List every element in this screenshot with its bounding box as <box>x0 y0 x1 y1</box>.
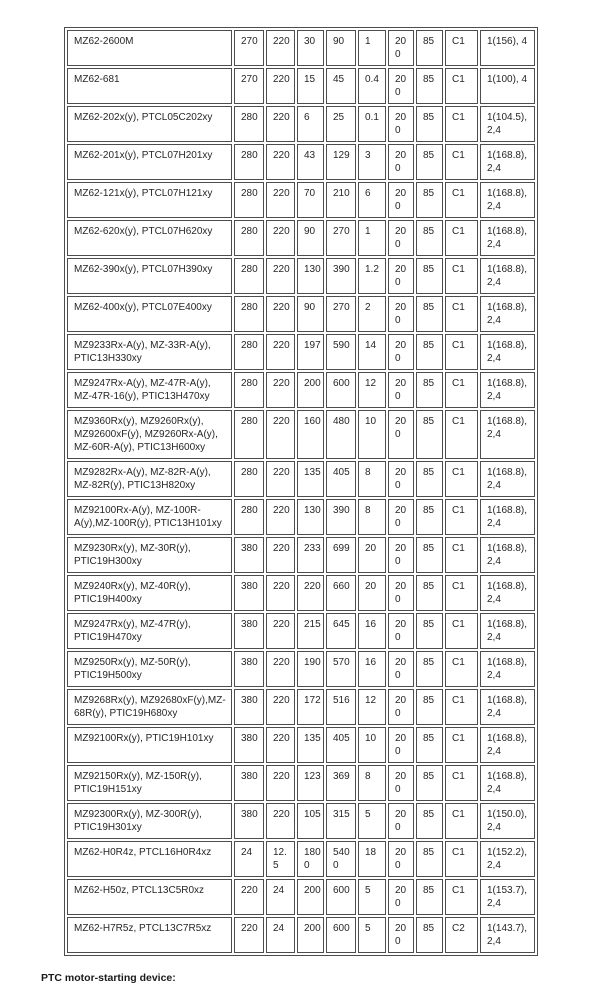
value-cell: C1 <box>445 575 478 611</box>
value-cell: 200 <box>388 372 414 408</box>
value-cell: 1(168.8),2,4 <box>480 575 535 611</box>
value-cell: 130 <box>297 258 324 294</box>
table-row <box>67 727 535 763</box>
table-row <box>67 499 535 535</box>
value-cell: 200 <box>388 30 414 66</box>
value-cell: 220 <box>266 30 295 66</box>
value-cell: 280 <box>234 372 264 408</box>
value-cell: 380 <box>234 765 264 801</box>
value-cell: 1(168.8),2,4 <box>480 182 535 218</box>
value-cell: 220 <box>266 651 295 687</box>
value-cell: 280 <box>234 182 264 218</box>
value-cell: 24 <box>234 841 264 877</box>
value-cell: 200 <box>297 917 324 953</box>
value-cell: 2 <box>358 296 386 332</box>
value-cell: C1 <box>445 499 478 535</box>
value-cell: 85 <box>416 727 443 763</box>
model-cell: MZ62-201x(y), PTCL07H201xy <box>67 144 232 180</box>
value-cell: C1 <box>445 182 478 218</box>
value-cell: 135 <box>297 727 324 763</box>
value-cell: 45 <box>326 68 356 104</box>
value-cell: C1 <box>445 410 478 459</box>
value-cell: 5 <box>358 879 386 915</box>
value-cell: C1 <box>445 334 478 370</box>
table-row <box>67 841 535 877</box>
value-cell: 200 <box>388 258 414 294</box>
value-cell: 1(168.8),2,4 <box>480 461 535 497</box>
value-cell: 1(168.8),2,4 <box>480 296 535 332</box>
model-cell: MZ62-620x(y), PTCL07H620xy <box>67 220 232 256</box>
value-cell: 200 <box>388 689 414 725</box>
value-cell: 1(143.7),2,4 <box>480 917 535 953</box>
value-cell: 220 <box>266 575 295 611</box>
table-row <box>67 106 535 142</box>
value-cell: 85 <box>416 765 443 801</box>
value-cell: 5 <box>358 803 386 839</box>
value-cell: C1 <box>445 841 478 877</box>
value-cell: 25 <box>326 106 356 142</box>
value-cell: 200 <box>388 537 414 573</box>
value-cell: 220 <box>266 803 295 839</box>
value-cell: 200 <box>388 334 414 370</box>
value-cell: 220 <box>266 727 295 763</box>
model-cell: MZ62-2600M <box>67 30 232 66</box>
table-row <box>67 765 535 801</box>
value-cell: 85 <box>416 841 443 877</box>
model-cell: MZ62-H7R5z, PTCL13C7R5xz <box>67 917 232 953</box>
value-cell: 220 <box>234 879 264 915</box>
value-cell: 5400 <box>326 841 356 877</box>
value-cell: 43 <box>297 144 324 180</box>
value-cell: 130 <box>297 499 324 535</box>
value-cell: 85 <box>416 296 443 332</box>
value-cell: 85 <box>416 258 443 294</box>
table-row <box>67 461 535 497</box>
section-caption: PTC motor-starting device: <box>41 972 176 984</box>
value-cell: C1 <box>445 68 478 104</box>
value-cell: 16 <box>358 651 386 687</box>
value-cell: 600 <box>326 879 356 915</box>
value-cell: 1(168.8),2,4 <box>480 765 535 801</box>
value-cell: 200 <box>297 372 324 408</box>
value-cell: 380 <box>234 537 264 573</box>
value-cell: 270 <box>326 296 356 332</box>
model-cell: MZ9233Rx-A(y), MZ-33R-A(y), PTIC13H330xy <box>67 334 232 370</box>
value-cell: 85 <box>416 917 443 953</box>
value-cell: 85 <box>416 372 443 408</box>
value-cell: 1.2 <box>358 258 386 294</box>
value-cell: 270 <box>326 220 356 256</box>
value-cell: 6 <box>358 182 386 218</box>
value-cell: C1 <box>445 689 478 725</box>
value-cell: 600 <box>326 372 356 408</box>
value-cell: 220 <box>266 461 295 497</box>
value-cell: 200 <box>388 499 414 535</box>
value-cell: 315 <box>326 803 356 839</box>
value-cell: 200 <box>388 917 414 953</box>
value-cell: 20 <box>358 575 386 611</box>
value-cell: 8 <box>358 499 386 535</box>
table-row <box>67 258 535 294</box>
value-cell: C1 <box>445 765 478 801</box>
table-row <box>67 613 535 649</box>
value-cell: C1 <box>445 372 478 408</box>
value-cell: 8 <box>358 461 386 497</box>
value-cell: 6 <box>297 106 324 142</box>
value-cell: 280 <box>234 144 264 180</box>
value-cell: 200 <box>388 182 414 218</box>
model-cell: MZ62-400x(y), PTCL07E400xy <box>67 296 232 332</box>
value-cell: 220 <box>266 537 295 573</box>
value-cell: 1 <box>358 220 386 256</box>
value-cell: 280 <box>234 106 264 142</box>
value-cell: 200 <box>297 879 324 915</box>
value-cell: 220 <box>266 765 295 801</box>
value-cell: 85 <box>416 182 443 218</box>
value-cell: 12.5 <box>266 841 295 877</box>
value-cell: 270 <box>234 30 264 66</box>
value-cell: 10 <box>358 727 386 763</box>
value-cell: 85 <box>416 106 443 142</box>
value-cell: 14 <box>358 334 386 370</box>
value-cell: 85 <box>416 879 443 915</box>
value-cell: 220 <box>234 917 264 953</box>
value-cell: 0.1 <box>358 106 386 142</box>
parts-table <box>64 27 538 956</box>
value-cell: 200 <box>388 879 414 915</box>
value-cell: C1 <box>445 220 478 256</box>
value-cell: 1(150.0),2,4 <box>480 803 535 839</box>
value-cell: C1 <box>445 651 478 687</box>
value-cell: 220 <box>266 144 295 180</box>
value-cell: 85 <box>416 410 443 459</box>
value-cell: 200 <box>388 651 414 687</box>
model-cell: MZ9247Rx(y), MZ-47R(y), PTIC19H470xy <box>67 613 232 649</box>
value-cell: 10 <box>358 410 386 459</box>
value-cell: 280 <box>234 461 264 497</box>
value-cell: 280 <box>234 296 264 332</box>
value-cell: 123 <box>297 765 324 801</box>
value-cell: 30 <box>297 30 324 66</box>
value-cell: 380 <box>234 575 264 611</box>
value-cell: 85 <box>416 651 443 687</box>
value-cell: 380 <box>234 803 264 839</box>
value-cell: 220 <box>297 575 324 611</box>
value-cell: 200 <box>388 68 414 104</box>
value-cell: 280 <box>234 410 264 459</box>
model-cell: MZ9268Rx(y), MZ92680xF(y),MZ-68R(y), PTIC19H680xy <box>67 689 232 725</box>
value-cell: 15 <box>297 68 324 104</box>
value-cell: 220 <box>266 334 295 370</box>
value-cell: 220 <box>266 258 295 294</box>
value-cell: 85 <box>416 537 443 573</box>
value-cell: 200 <box>388 613 414 649</box>
table-row <box>67 30 535 66</box>
value-cell: 3 <box>358 144 386 180</box>
value-cell: 90 <box>297 220 324 256</box>
value-cell: 200 <box>388 410 414 459</box>
value-cell: 380 <box>234 613 264 649</box>
value-cell: 85 <box>416 334 443 370</box>
model-cell: MZ62-390x(y), PTCL07H390xy <box>67 258 232 294</box>
value-cell: 5 <box>358 917 386 953</box>
value-cell: 600 <box>326 917 356 953</box>
value-cell: 1(168.8),2,4 <box>480 410 535 459</box>
table-row <box>67 917 535 953</box>
model-cell: MZ9282Rx-A(y), MZ-82R-A(y), MZ-82R(y), PTIC13H820xy <box>67 461 232 497</box>
value-cell: 220 <box>266 182 295 218</box>
value-cell: 197 <box>297 334 324 370</box>
value-cell: 85 <box>416 613 443 649</box>
value-cell: 85 <box>416 689 443 725</box>
value-cell: 1 <box>358 30 386 66</box>
value-cell: 85 <box>416 499 443 535</box>
value-cell: 1(153.7),2,4 <box>480 879 535 915</box>
value-cell: 1(152.2),2,4 <box>480 841 535 877</box>
model-cell: MZ62-H50z, PTCL13C5R0xz <box>67 879 232 915</box>
value-cell: 12 <box>358 372 386 408</box>
table-row <box>67 182 535 218</box>
value-cell: C1 <box>445 461 478 497</box>
value-cell: C1 <box>445 30 478 66</box>
value-cell: C1 <box>445 613 478 649</box>
value-cell: 24 <box>266 879 295 915</box>
value-cell: 1(168.8),2,4 <box>480 334 535 370</box>
value-cell: C2 <box>445 917 478 953</box>
value-cell: 1800 <box>297 841 324 877</box>
value-cell: 200 <box>388 461 414 497</box>
value-cell: 516 <box>326 689 356 725</box>
value-cell: 280 <box>234 220 264 256</box>
value-cell: 85 <box>416 803 443 839</box>
value-cell: 90 <box>297 296 324 332</box>
table-row <box>67 410 535 459</box>
parts-table-body <box>67 30 535 953</box>
table-row <box>67 220 535 256</box>
value-cell: 570 <box>326 651 356 687</box>
table-row <box>67 803 535 839</box>
value-cell: 1(168.8),2,4 <box>480 258 535 294</box>
value-cell: 85 <box>416 461 443 497</box>
value-cell: 1(100), 4 <box>480 68 535 104</box>
value-cell: 405 <box>326 727 356 763</box>
value-cell: 1(168.8),2,4 <box>480 727 535 763</box>
model-cell: MZ62-H0R4z, PTCL16H0R4xz <box>67 841 232 877</box>
value-cell: 1(168.8),2,4 <box>480 651 535 687</box>
value-cell: 129 <box>326 144 356 180</box>
model-cell: MZ92100Rx(y), PTIC19H101xy <box>67 727 232 763</box>
value-cell: 85 <box>416 68 443 104</box>
model-cell: MZ9247Rx-A(y), MZ-47R-A(y), MZ-47R-16(y), PTIC13H470xy <box>67 372 232 408</box>
value-cell: C1 <box>445 727 478 763</box>
value-cell: 105 <box>297 803 324 839</box>
document-page <box>0 27 600 984</box>
value-cell: 20 <box>358 537 386 573</box>
value-cell: 200 <box>388 106 414 142</box>
table-row <box>67 879 535 915</box>
value-cell: 220 <box>266 106 295 142</box>
value-cell: 220 <box>266 499 295 535</box>
value-cell: 215 <box>297 613 324 649</box>
value-cell: 280 <box>234 258 264 294</box>
table-row <box>67 68 535 104</box>
value-cell: C1 <box>445 879 478 915</box>
model-cell: MZ9230Rx(y), MZ-30R(y), PTIC19H300xy <box>67 537 232 573</box>
value-cell: 70 <box>297 182 324 218</box>
value-cell: C1 <box>445 537 478 573</box>
value-cell: 85 <box>416 575 443 611</box>
value-cell: 135 <box>297 461 324 497</box>
value-cell: 480 <box>326 410 356 459</box>
value-cell: 90 <box>326 30 356 66</box>
value-cell: C1 <box>445 803 478 839</box>
value-cell: 200 <box>388 575 414 611</box>
value-cell: 1(168.8),2,4 <box>480 144 535 180</box>
table-row <box>67 144 535 180</box>
value-cell: 16 <box>358 613 386 649</box>
value-cell: 220 <box>266 410 295 459</box>
table-row <box>67 296 535 332</box>
value-cell: 210 <box>326 182 356 218</box>
value-cell: 160 <box>297 410 324 459</box>
value-cell: 200 <box>388 296 414 332</box>
value-cell: 172 <box>297 689 324 725</box>
value-cell: C1 <box>445 258 478 294</box>
value-cell: 1(168.8),2,4 <box>480 537 535 573</box>
value-cell: 85 <box>416 220 443 256</box>
value-cell: 1(168.8),2,4 <box>480 372 535 408</box>
value-cell: 220 <box>266 689 295 725</box>
table-row <box>67 575 535 611</box>
value-cell: 85 <box>416 30 443 66</box>
table-row <box>67 689 535 725</box>
model-cell: MZ62-681 <box>67 68 232 104</box>
value-cell: 280 <box>234 334 264 370</box>
value-cell: 380 <box>234 727 264 763</box>
value-cell: 200 <box>388 803 414 839</box>
value-cell: 270 <box>234 68 264 104</box>
value-cell: 1(168.8),2,4 <box>480 499 535 535</box>
value-cell: 24 <box>266 917 295 953</box>
value-cell: 190 <box>297 651 324 687</box>
value-cell: 220 <box>266 613 295 649</box>
value-cell: 200 <box>388 765 414 801</box>
value-cell: 390 <box>326 499 356 535</box>
value-cell: 699 <box>326 537 356 573</box>
value-cell: 405 <box>326 461 356 497</box>
value-cell: 220 <box>266 68 295 104</box>
value-cell: 369 <box>326 765 356 801</box>
table-row <box>67 537 535 573</box>
table-row <box>67 334 535 370</box>
value-cell: 200 <box>388 144 414 180</box>
value-cell: 233 <box>297 537 324 573</box>
model-cell: MZ92300Rx(y), MZ-300R(y), PTIC19H301xy <box>67 803 232 839</box>
value-cell: 390 <box>326 258 356 294</box>
value-cell: 220 <box>266 296 295 332</box>
value-cell: 0.4 <box>358 68 386 104</box>
value-cell: 200 <box>388 841 414 877</box>
model-cell: MZ92150Rx(y), MZ-150R(y), PTIC19H151xy <box>67 765 232 801</box>
value-cell: 220 <box>266 220 295 256</box>
model-cell: MZ92100Rx-A(y), MZ-100R-A(y),MZ-100R(y), PTIC13H101xy <box>67 499 232 535</box>
value-cell: C1 <box>445 144 478 180</box>
value-cell: 85 <box>416 144 443 180</box>
value-cell: 645 <box>326 613 356 649</box>
value-cell: 200 <box>388 220 414 256</box>
value-cell: 1(168.8),2,4 <box>480 613 535 649</box>
value-cell: 8 <box>358 765 386 801</box>
value-cell: C1 <box>445 106 478 142</box>
model-cell: MZ62-121x(y), PTCL07H121xy <box>67 182 232 218</box>
model-cell: MZ62-202x(y), PTCL05C202xy <box>67 106 232 142</box>
value-cell: 220 <box>266 372 295 408</box>
value-cell: 1(104.5),2,4 <box>480 106 535 142</box>
value-cell: 1(168.8),2,4 <box>480 689 535 725</box>
table-row <box>67 372 535 408</box>
value-cell: 1(168.8),2,4 <box>480 220 535 256</box>
value-cell: 200 <box>388 727 414 763</box>
value-cell: 12 <box>358 689 386 725</box>
value-cell: 590 <box>326 334 356 370</box>
value-cell: 660 <box>326 575 356 611</box>
table-row <box>67 651 535 687</box>
model-cell: MZ9250Rx(y), MZ-50R(y), PTIC19H500xy <box>67 651 232 687</box>
value-cell: 1(156), 4 <box>480 30 535 66</box>
value-cell: 280 <box>234 499 264 535</box>
value-cell: 18 <box>358 841 386 877</box>
value-cell: 380 <box>234 689 264 725</box>
model-cell: MZ9240Rx(y), MZ-40R(y), PTIC19H400xy <box>67 575 232 611</box>
value-cell: 380 <box>234 651 264 687</box>
value-cell: C1 <box>445 296 478 332</box>
model-cell: MZ9360Rx(y), MZ9260Rx(y), MZ92600xF(y), MZ9260Rx-A(y), MZ-60R-A(y), PTIC13H600xy <box>67 410 232 459</box>
